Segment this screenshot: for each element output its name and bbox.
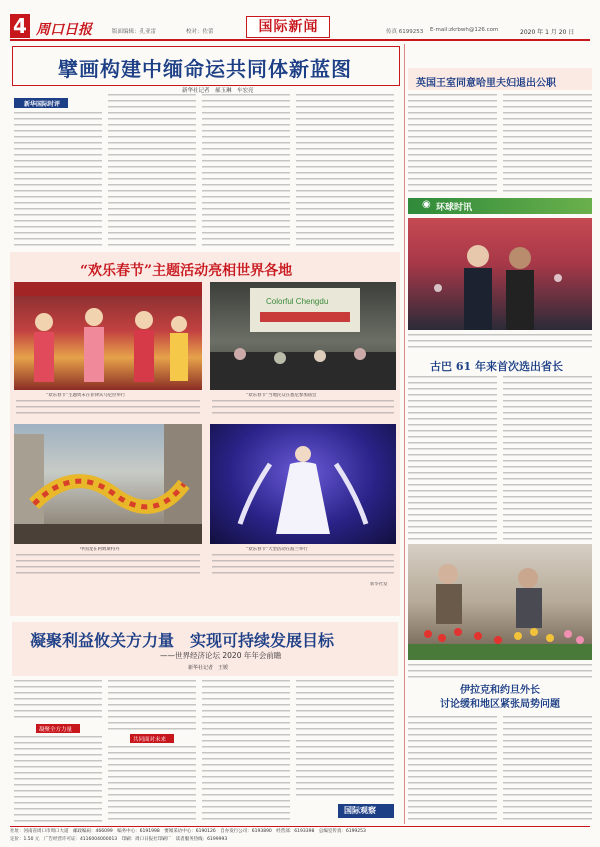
festival-caption-2-body [212,400,394,414]
forum-body-col-3 [202,680,290,822]
temple-fair-illustration [210,282,396,390]
festival-photo-sydney [210,282,396,390]
festival-panel [10,252,400,616]
market-photo-caption [408,664,592,678]
festival-caption-4-body [212,554,394,576]
festival-photo-poland [210,424,396,544]
festival-photo-manila [14,282,202,390]
market-photo [408,544,592,660]
festival-caption-2: “欢乐春节”当地民众在悉尼参加庙会 [246,393,317,398]
uk-body-col-1 [408,94,497,194]
editor-credit: 版面编辑：孔亚雷 [112,29,157,35]
svg-text:Colorful Chengdu: Colorful Chengdu [266,297,329,306]
lead-headline: 擘画构建中缅命运共同体新蓝图 [58,57,352,81]
cuba-body-col-1 [408,376,497,540]
festival-photo-amsterdam [14,424,202,544]
couple-illustration [408,218,592,330]
column-divider [404,44,405,824]
uk-body-col-2 [503,94,592,194]
festival-caption-3-body [16,554,200,576]
lead-tag: 新华国际时评 [24,101,61,108]
performers-illustration [14,282,202,390]
uk-photo [408,218,592,330]
uk-headline: 英国王室同意哈里夫妇退出公职 [416,78,556,89]
forum-tag: 国际观察 [344,805,376,815]
cuba-body-col-2 [503,376,592,540]
forum-body-col-2b [108,746,196,822]
forum-story [10,620,400,825]
festival-headline: “欢乐春节”主题活动亮相世界各地 [80,263,293,279]
forum-sidebar-2: 共同面对未来 [133,737,167,743]
column-tag: 环球时讯 [436,203,473,213]
proof-credit: 校对：佐蕾 [186,29,214,35]
forum-subhead: ——世界经济论坛 2020 年年会前瞻 [160,651,282,660]
festival-source: 新华社发 [370,582,388,587]
iran-body-col-1 [408,716,497,822]
right-column [408,44,592,824]
footer-rule [10,826,590,827]
tulips-illustration [408,544,592,660]
phone: 传真 6199253 [386,29,424,35]
lead-body-col-4 [296,94,394,246]
footer [10,828,590,846]
festival-caption-1-body [16,400,200,414]
forum-body-col-1b [14,736,102,822]
forum-headline: 凝聚利益攸关方力量 实现可持续发展目标 [30,631,335,650]
lead-story [10,44,400,249]
section-title: 国际新闻 [258,19,319,35]
forum-body-col-4 [296,680,394,800]
paper-name: 周口日报 [36,22,92,38]
masthead [0,0,600,40]
forum-body-col-1 [14,680,102,720]
festival-caption-3: 中国龙在阿姆斯特丹 [80,547,120,552]
footer-line-1: 社址：河南省周口市周口大道 邮政编码：466099 编务中心：6191998 要闻采访中心：6190126 自办发行公司：6193890 经营部：6193398 总编室传真：6199253 [10,829,366,834]
globe-icon: ◉ [422,199,431,210]
festival-caption-1: “欢乐春节”主题周末在菲律宾马尼拉举行 [46,393,126,398]
iran-body-col-2 [503,716,592,822]
forum-byline: 新华社记者 王媛 [188,665,229,671]
email: E-mail:zkrbwh@126.com [430,27,499,33]
issue-date: 2020 年 1 月 20 日 [520,29,575,36]
page-number: 4 [13,14,27,38]
uk-photo-caption [408,334,592,352]
footer-line-2: 定价：1.50 元 广告经营许可证：4116004000013 印刷：周口日报社印刷厂 读者服务热线：6199993 [10,837,228,842]
stage-performance-illustration [210,424,396,544]
lead-body-col-3 [202,94,290,246]
forum-sidebar-1: 凝聚全方力量 [39,727,73,733]
dragon-dance-illustration [14,424,202,544]
lead-body-col-2 [108,94,196,246]
festival-caption-4: “欢乐春节”大型活动在波兰举行 [246,547,308,552]
lead-byline: 新华社记者 郝玉琳 车宏亮 [182,88,254,94]
forum-body-col-2 [108,680,196,730]
cuba-headline: 古巴 61 年来首次选出省长 [430,360,563,373]
lead-body-col-1 [14,112,102,246]
masthead-rule [10,39,590,41]
iran-headline: 伊拉克和约旦外长 讨论缓和地区紧张局势问题 [440,685,560,710]
